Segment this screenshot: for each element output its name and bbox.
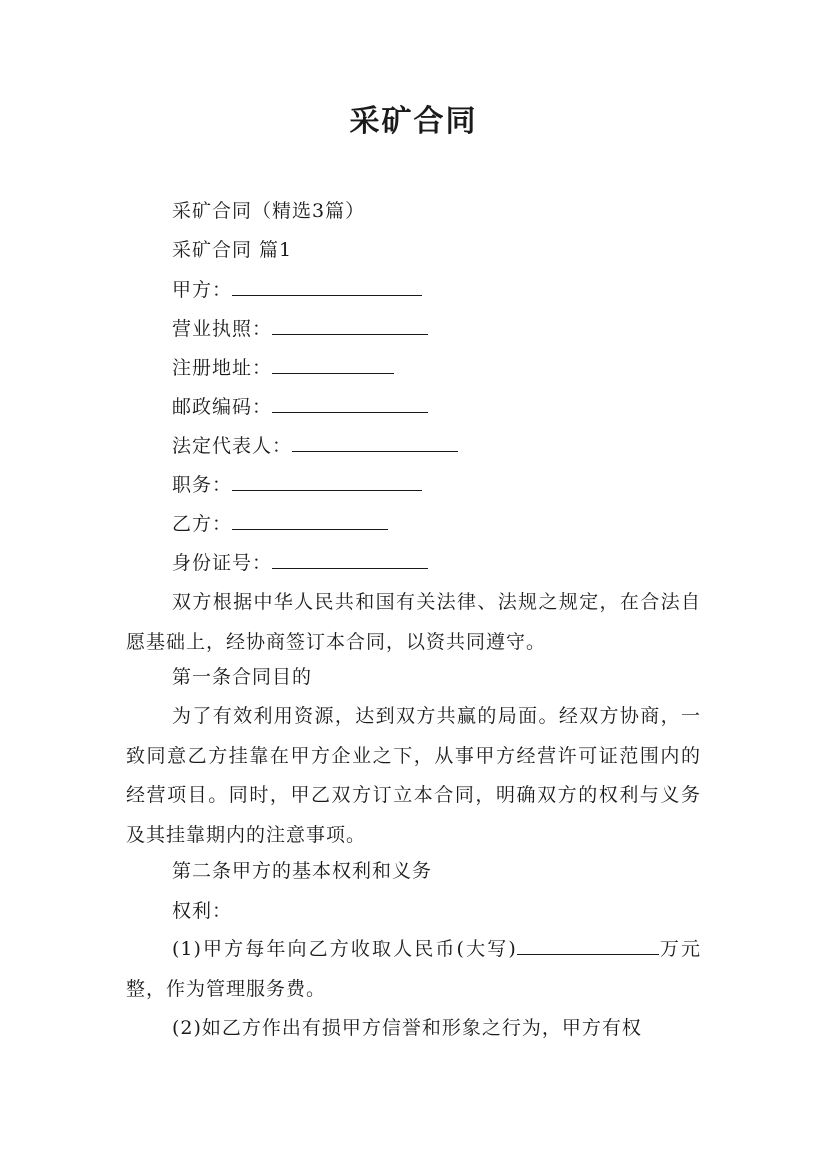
blank-line [232, 511, 388, 530]
article-2-heading: 第二条甲方的基本权利和义务 [172, 860, 433, 882]
rights-item-1 [126, 930, 701, 1009]
field-business-license [172, 315, 428, 343]
blank-line [517, 936, 659, 955]
field-label: 乙方： [172, 513, 233, 535]
article-1-heading: 第一条合同目的 [172, 666, 313, 688]
blank-line [232, 277, 422, 296]
blank-line [232, 472, 422, 491]
field-party-b [172, 510, 388, 538]
field-label: 职务： [172, 474, 233, 496]
field-registered-address [172, 354, 394, 382]
article-1-body: 为了有效利用资源，达到双方共赢的局面。经双方协商，一致同意乙方挂靠在甲方企业之下，从事甲方经营许可证范围内的经营项目。同时，甲乙双方订立本合同，明确双方的权利与义务及其挂靠期内的注意事项。 [126, 705, 701, 846]
section-heading: 采矿合同 篇1 [172, 239, 293, 261]
rights-item-2: (2)如乙方作出有损甲方信誉和形象之行为，甲方有权 [172, 1017, 642, 1039]
rights-label: 权利： [172, 900, 233, 922]
field-legal-representative [172, 432, 458, 460]
field-position [172, 471, 422, 499]
field-label: 邮政编码： [172, 396, 273, 418]
document-subtitle: 采矿合同（精选3篇） [172, 200, 366, 222]
item-1-suffix: 万元整，作为管理服务费。 [126, 938, 701, 1000]
field-id-number [172, 549, 428, 577]
blank-line [272, 316, 428, 335]
document-title: 采矿合同 [349, 104, 478, 139]
item-1-prefix: (1)甲方每年向乙方收取人民币(大写) [172, 938, 517, 960]
blank-line [272, 355, 394, 374]
blank-line [272, 550, 428, 569]
field-label: 法定代表人： [172, 435, 293, 457]
field-party-a [172, 276, 422, 304]
intro-paragraph: 双方根据中华人民共和国有关法律、法规之规定，在合法自愿基础上，经协商签订本合同，以资共同遵守。 [126, 591, 701, 653]
field-label: 注册地址： [172, 357, 273, 379]
field-postal-code [172, 393, 428, 421]
blank-line [272, 394, 428, 413]
blank-line [292, 433, 458, 452]
field-label: 营业执照： [172, 318, 273, 340]
field-label: 身份证号： [172, 552, 273, 574]
field-label: 甲方： [172, 279, 233, 301]
